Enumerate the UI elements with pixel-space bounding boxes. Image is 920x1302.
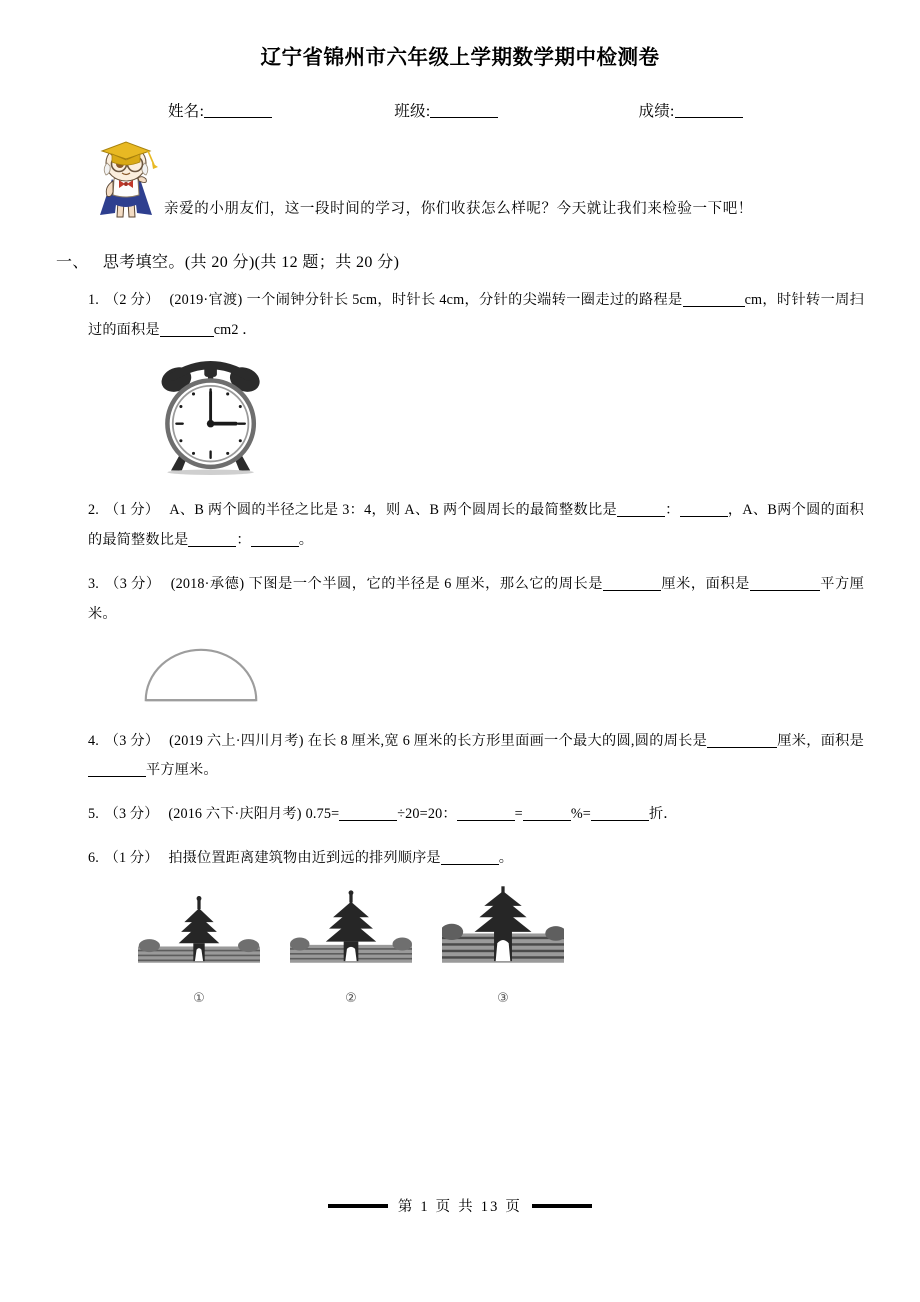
footer-rule-right (532, 1204, 592, 1208)
temple-photo-1 (138, 886, 260, 1006)
greeting-block (56, 139, 864, 227)
question-5-number: 5. (88, 806, 99, 823)
temple-photo-2-caption: ② (345, 990, 357, 1006)
question-6-text-a: 拍摄位置距离建筑物由近到远的排列顺序是 (168, 850, 441, 866)
question-5-expr-a: 0.75= (305, 806, 340, 823)
question-6-number: 6. (88, 850, 99, 866)
question-2-text-d: 。 (298, 532, 314, 549)
temple-photo-3 (442, 886, 564, 1006)
graduate-boy-mascot-icon (90, 139, 162, 221)
question-5 (56, 800, 864, 830)
score-label: 成绩: (638, 102, 675, 120)
question-3-text-a: 下图是一个半圆，它的半径是 6 厘米，那么它的周长是 (248, 575, 603, 592)
question-5-blank-1[interactable] (339, 806, 397, 821)
question-3-figure-block (56, 644, 864, 713)
question-3 (56, 570, 864, 630)
question-5-expr-d: %= (570, 806, 591, 823)
question-3-number: 3. (88, 575, 99, 592)
question-2-sep-1: ： (664, 502, 680, 519)
question-2-score: （1 分） (104, 502, 160, 519)
section-number: 一、 (56, 253, 89, 271)
question-5-blank-4[interactable] (591, 806, 649, 821)
question-6 (56, 844, 864, 874)
semicircle-figure (138, 644, 864, 713)
question-4 (56, 727, 864, 787)
page-title: 辽宁省锦州市六年级上学期数学期中检测卷 (260, 47, 660, 69)
question-4-blank-2[interactable] (88, 762, 146, 777)
question-1-source: (2019·官渡) (169, 291, 243, 308)
question-5-score: （3 分） (104, 806, 159, 823)
temple-photo-3-caption: ③ (497, 990, 509, 1006)
student-name-blank[interactable] (204, 102, 272, 118)
question-3-source: (2018·承德) (170, 575, 245, 592)
question-4-text-b: 厘米，面积是 (777, 732, 864, 749)
question-2-blank-2[interactable] (680, 502, 728, 517)
question-6-score: （1 分） (104, 850, 159, 866)
question-1-blank-2[interactable] (160, 321, 214, 336)
temple-photo-1-caption: ① (193, 990, 205, 1006)
question-1-score: （2 分） (104, 291, 160, 308)
question-3-text-c: 平方厘米。 (88, 575, 865, 622)
question-1-figure-block (56, 355, 864, 482)
score-blank[interactable] (675, 102, 743, 118)
section-header (56, 249, 864, 272)
question-2 (56, 496, 864, 556)
class-field (394, 99, 498, 121)
question-4-text-a: 在长 8 厘米,宽 6 厘米的长方形里面画一个最大的圆,圆的周长是 (307, 732, 708, 749)
question-5-expr-c: = (514, 806, 523, 823)
question-3-blank-1[interactable] (603, 576, 661, 591)
question-1-text-d: cm2 ． (213, 321, 257, 338)
temple-photo-row (138, 886, 864, 1006)
question-5-source: (2016 六下·庆阳月考) (168, 806, 302, 823)
question-2-sep-2: ： (236, 532, 251, 549)
footer-page-indicator: 第 1 页 共 13 页 (397, 1199, 523, 1215)
alarm-clock-figure (144, 355, 864, 482)
identity-row (56, 99, 864, 121)
question-6-text-b: 。 (498, 850, 514, 866)
temple-photos-figure (138, 886, 864, 1006)
score-field (638, 99, 742, 121)
question-4-blank-1[interactable] (707, 732, 777, 747)
question-2-text-c: 两个圆的面积的最简整数比是 (88, 502, 865, 549)
question-2-blank-4[interactable] (251, 532, 299, 547)
temple-photo-2 (290, 886, 412, 1006)
question-6-figure-block (56, 886, 864, 1006)
question-3-blank-2[interactable] (750, 576, 820, 591)
question-2-text-b: ，A、B (727, 502, 777, 519)
question-1-text-b: cm，时 (744, 291, 792, 308)
question-2-blank-3[interactable] (188, 532, 236, 547)
question-3-text-b: 厘米，面积是 (660, 575, 750, 592)
question-4-number: 4. (88, 732, 99, 749)
question-5-expr-e: 折． (648, 806, 678, 823)
question-2-number: 2. (88, 502, 99, 519)
question-5-blank-3[interactable] (523, 806, 571, 821)
student-name-label: 姓名: (168, 102, 205, 120)
question-1 (56, 286, 864, 346)
question-2-text-a: A、B 两个圆的半径之比是 3：4，则 A、B 两个圆周长的最简整数比是 (169, 502, 617, 519)
footer-rule-left (328, 1204, 388, 1208)
question-3-score: （3 分） (105, 575, 161, 592)
question-4-source: (2019 六上·四川月考) (169, 732, 304, 749)
section-title: 思考填空。(共 20 分)(共 12 题；共 20 分) (102, 253, 400, 271)
question-5-expr-b: ÷20=20： (397, 806, 457, 823)
student-name-field (168, 99, 272, 121)
question-4-score: （3 分） (104, 732, 160, 749)
question-5-blank-2[interactable] (457, 806, 515, 821)
class-label: 班级: (394, 102, 431, 120)
page-footer (0, 1195, 920, 1216)
question-1-blank-1[interactable] (683, 292, 745, 307)
class-blank[interactable] (430, 102, 498, 118)
question-6-blank-1[interactable] (441, 850, 499, 865)
question-1-text-a: 一个闹钟分针长 5cm，时针长 4cm，分针的尖端转一圈走过的路程是 (246, 291, 683, 308)
question-1-text-c: 针转一周扫过的面积是 (88, 291, 864, 338)
question-1-number: 1. (88, 291, 99, 308)
question-4-text-c: 平方厘米。 (146, 762, 218, 779)
question-2-blank-1[interactable] (617, 502, 665, 517)
greeting-text: 亲爱的小朋友们，这一段时间的学习，你们收获怎么样呢？今天就让我们来检验一下吧！ (164, 200, 753, 217)
